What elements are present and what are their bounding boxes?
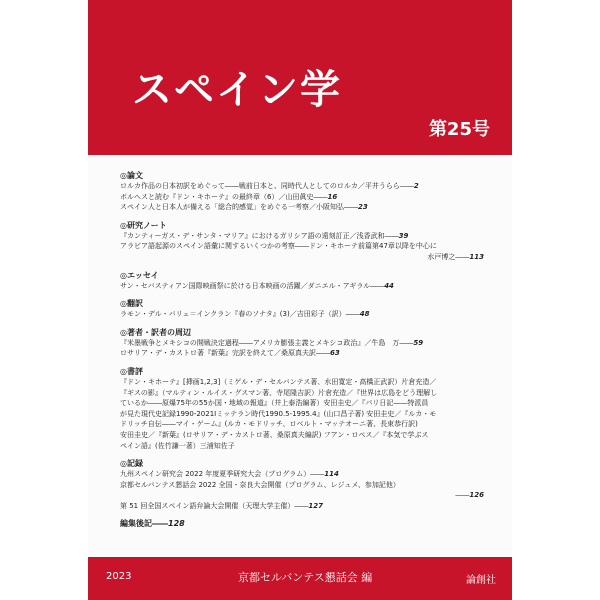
editorial-afterword bbox=[120, 518, 484, 529]
toc-entry-text: ているか――原爆75年の55か国・地域の報道』（井上泰浩編著）安田圭史／『パリ日記――特派員 bbox=[120, 399, 429, 408]
toc-entry-text: 安田圭史／『新葉』(ロサリア・デ・カストロ著、桑原真夫編訳) フアン・ロペス／『本気で学ぶス bbox=[120, 430, 429, 439]
toc-entry-text: ロサリア・デ・カストロ著『新葉』完訳を終えて／桑原真夫訳―― bbox=[120, 349, 330, 358]
editor-name: 京都セルバンテス懇話会 編 bbox=[238, 571, 373, 584]
toc-entry bbox=[120, 419, 484, 430]
toc-entry bbox=[120, 469, 484, 480]
toc-entry bbox=[120, 231, 484, 242]
cover-top-band bbox=[88, 0, 512, 155]
toc-entry-text: 『カンティーガス・デ・サンタ・マリア』におけるガリシア語の遠刻訂正／浅香武和―― bbox=[120, 231, 399, 240]
toc-section bbox=[120, 366, 484, 451]
toc-section-heading: ◎エッセイ bbox=[120, 270, 159, 280]
toc-entry-text: スペイン人と日本人が備える「総合的感覚」をめぐる一考察／小阪知弘―― bbox=[120, 203, 358, 212]
toc-entry bbox=[120, 398, 484, 409]
toc-section-heading: ◎翻訳 bbox=[120, 299, 143, 309]
toc-entry-text: ボルヘスと読む『ドン・キホーテ』の最終章（6）／山田眞史―― bbox=[120, 192, 328, 201]
toc-entry bbox=[120, 309, 484, 320]
editorial-afterword-page: 128 bbox=[168, 519, 185, 529]
toc-entry bbox=[120, 377, 484, 388]
toc-entry bbox=[120, 338, 484, 349]
toc-entry-text: 京都セルバンテス懇話会 2022 全国・奈良大会開催（プログラム、レジュメ、参加記他） bbox=[120, 480, 400, 489]
toc-section-heading: ◎論文 bbox=[120, 171, 143, 180]
toc-entry bbox=[120, 281, 484, 292]
toc-entry bbox=[120, 441, 484, 452]
toc-entry-page: 16 bbox=[327, 192, 338, 201]
toc-section-heading: ◎著者・訳者の周辺 bbox=[120, 327, 191, 337]
toc-entry-page: 2 bbox=[413, 182, 419, 190]
toc-entry-page: 113 bbox=[469, 252, 484, 261]
toc-entry bbox=[120, 348, 484, 359]
toc-section-heading: ◎研究ノート bbox=[120, 220, 167, 230]
table-of-contents bbox=[120, 170, 484, 529]
toc-section bbox=[120, 298, 484, 320]
book-cover bbox=[88, 0, 512, 600]
toc-section-heading: ◎書評 bbox=[120, 366, 143, 376]
toc-entry-page: 44 bbox=[384, 281, 394, 290]
toc-entry-page: 63 bbox=[330, 349, 340, 358]
toc-entry-text: 第 51 回全国スペイン語弁論大会開催（天理大学主催）―― bbox=[120, 501, 309, 510]
toc-entry-text: アラビア語起源のスペイン語彙に関するいくつかの考察――ドン・キホーテ前篇第47章以降を中心に bbox=[120, 242, 437, 251]
toc-entry bbox=[120, 241, 484, 252]
toc-entry bbox=[120, 409, 484, 420]
toc-entry bbox=[120, 480, 484, 491]
publisher-name: 論創社 bbox=[466, 575, 496, 586]
toc-entry bbox=[120, 490, 484, 501]
toc-entry-text: サン・セバスティアン国際映画祭に於ける日本映画の活躍／ダニエル・アギラル―― bbox=[120, 281, 385, 290]
toc-section bbox=[120, 458, 484, 511]
toc-section bbox=[120, 170, 484, 213]
toc-entry-text: ラモン・デル・バリェ＝インクラン『春のソナタ』(3)／吉田彩子（訳）―― bbox=[120, 310, 360, 319]
toc-entry bbox=[120, 252, 484, 263]
toc-entry-text: 水戸博之―― bbox=[427, 252, 470, 261]
toc-entry-text: が見た現代史記録1990-2021Ⅰミッテラン時代1990.5-1995.4』(山口昌子著) 安田圭史／『ルカ・モ bbox=[120, 409, 437, 418]
toc-entry-page: 127 bbox=[308, 501, 323, 510]
toc-entry bbox=[120, 192, 484, 203]
book-title: スペイン学 bbox=[132, 66, 342, 113]
toc-entry bbox=[120, 430, 484, 441]
toc-entry-text: ―― bbox=[455, 491, 470, 500]
toc-entry-text: ドリッチ自伝――マイ・ゲーム』(ルカ・モドリッチ、ロベルト・マッテオーニ著、長束恭行訳) bbox=[120, 420, 418, 429]
toc-entry-text: 『ドン・キホーテ』[挿画1,2,3]（ミゲル・デ・セルバンテス著、水田寛定・高橋正武訳）片倉充造／ bbox=[120, 377, 437, 386]
issue-number: 第25号 bbox=[428, 119, 490, 140]
toc-section-heading: ◎記録 bbox=[120, 459, 143, 469]
toc-entry bbox=[120, 181, 484, 192]
toc-entry bbox=[120, 388, 484, 399]
toc-entry-page: 126 bbox=[469, 491, 484, 500]
toc-entry-page: 39 bbox=[398, 231, 409, 240]
toc-entry bbox=[120, 202, 484, 213]
toc-entry bbox=[120, 501, 484, 512]
toc-entry-text: 『米墨戦争とメキシコの開戦決定過程――アメリカ膨張主義とメキシコ政治』／牛島 万―― bbox=[120, 338, 414, 347]
toc-entry-page: 114 bbox=[324, 470, 339, 479]
cover-bottom-band bbox=[88, 557, 512, 600]
toc-section bbox=[120, 270, 484, 292]
toc-entry-page: 48 bbox=[359, 310, 370, 319]
toc-entry-page: 59 bbox=[413, 338, 424, 347]
toc-section bbox=[120, 327, 484, 359]
toc-entry-text: 『ギスの影』（マルティン・ルイス・グスマン著、寺尾隆吉訳）片倉充造／『世界は広島をどう理解し bbox=[120, 388, 438, 397]
toc-entry-page: 23 bbox=[358, 203, 368, 212]
editorial-afterword-text: 編集後記―― bbox=[120, 519, 168, 529]
toc-entry-text: 九州スペイン研究会 2022 年度夏季研究大会（プログラム）―― bbox=[120, 470, 325, 479]
publication-year: 2023 bbox=[106, 571, 132, 582]
toc-entry-text: ロルカ作品の日本初訳をめぐって――戦前日本と、同時代人としてのロルカ／平井うらら―― bbox=[120, 182, 414, 190]
toc-entry-text: ペイン語』(佐竹謙一著）三浦知佐子 bbox=[120, 441, 235, 450]
toc-section bbox=[120, 220, 484, 263]
